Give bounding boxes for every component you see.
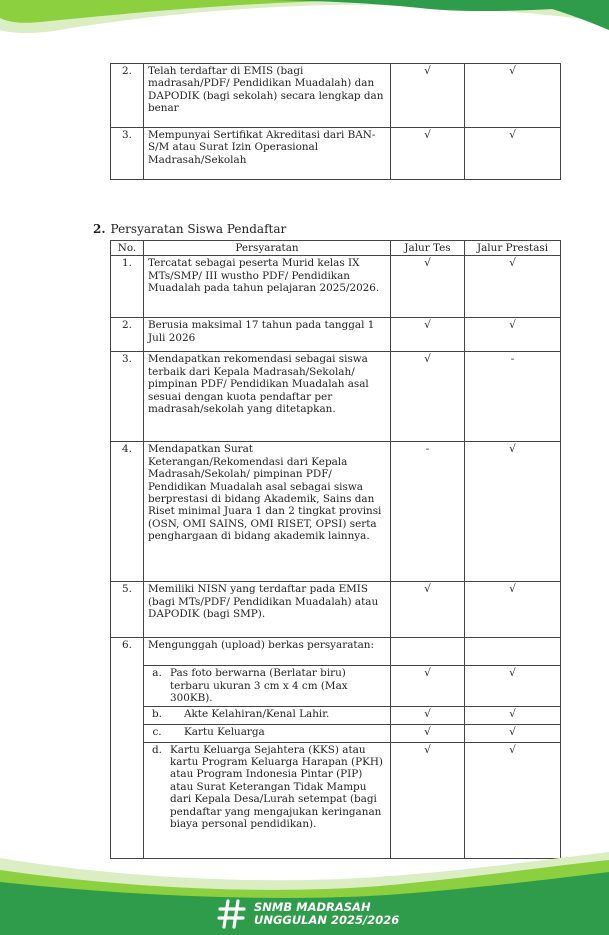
check-mark-tes: √ — [391, 128, 465, 180]
sub-row-desc: Kartu Keluarga — [184, 725, 265, 738]
row-text: Mengunggah (upload) berkas persyaratan: — [144, 638, 391, 666]
check-mark-tes: √ — [391, 706, 465, 724]
row-number: 4. — [111, 442, 144, 582]
table-sub-row — [111, 724, 561, 742]
table-row — [111, 318, 561, 352]
section-number: 2. — [93, 222, 106, 236]
sub-row-text — [144, 706, 391, 724]
table-row — [111, 582, 561, 638]
check-mark-tes: √ — [391, 582, 465, 638]
check-mark-prestasi: √ — [465, 64, 561, 128]
check-mark-tes — [391, 638, 465, 666]
requirements-table-continued — [110, 63, 561, 180]
sub-row-label: b. — [152, 707, 162, 720]
sub-row-text — [144, 742, 391, 858]
sub-row-label: a. — [152, 667, 162, 680]
row-number: 6. — [111, 638, 144, 858]
check-mark-prestasi: √ — [465, 318, 561, 352]
row-number: 1. — [111, 256, 144, 318]
table-header-row — [111, 241, 561, 256]
check-mark-prestasi: √ — [465, 742, 561, 858]
table-row — [111, 352, 561, 442]
check-mark-prestasi: - — [465, 352, 561, 442]
check-mark-prestasi: √ — [465, 442, 561, 582]
check-mark-tes: √ — [391, 724, 465, 742]
table-sub-row — [111, 742, 561, 858]
check-mark-prestasi: √ — [465, 256, 561, 318]
top-wave-decoration — [0, 0, 609, 40]
row-number: 2. — [111, 318, 144, 352]
header-jalur-tes: Jalur Tes — [391, 241, 465, 256]
row-text: Memiliki NISN yang terdaftar pada EMIS (bagi MTs/PDF/ Pendidikan Muadalah) atau DAPODIK (bagi SMP). — [144, 582, 391, 638]
row-text: Mendapatkan rekomendasi sebagai siswa terbaik dari Kepala Madrasah/Sekolah/ pimpinan PDF/ Pendidikan Muadalah asal sesuai dengan kuota pendaftar per madrasah/sekolah yang ditetapkan. — [144, 352, 391, 442]
row-text: Tercatat sebagai peserta Murid kelas IX MTs/SMP/ III wustho PDF/ Pendidikan Muadalah pada tahun pelajaran 2025/2026. — [144, 256, 391, 318]
row-text: Telah terdaftar di EMIS (bagi madrasah/PDF/ Pendidikan Muadalah) dan DAPODIK (bagi sekolah) secara lengkap dan benar — [144, 64, 391, 128]
row-text: Mempunyai Sertifikat Akreditasi dari BAN- S/M atau Surat Izin Operasional Madrasah/Sekolah — [144, 128, 391, 180]
logo-line-2: UNGGULAN 2025/2026 — [254, 913, 400, 927]
row-number: 3. — [111, 352, 144, 442]
table-row — [111, 128, 561, 180]
section-title: Persyaratan Siswa Pendaftar — [110, 222, 287, 236]
row-number: 5. — [111, 582, 144, 638]
table-row — [111, 64, 561, 128]
sub-row-desc: Akte Kelahiran/Kenal Lahir. — [184, 707, 330, 720]
table-row — [111, 256, 561, 318]
hashtag-logo-icon — [216, 897, 250, 931]
logo-text — [254, 901, 399, 927]
header-persyaratan: Persyaratan — [144, 241, 391, 256]
sub-row-label: d. — [152, 743, 162, 756]
check-mark-prestasi: √ — [465, 706, 561, 724]
sub-row-text — [144, 724, 391, 742]
check-mark-tes: √ — [391, 256, 465, 318]
snmb-logo — [216, 897, 399, 931]
sub-row-desc: Kartu Keluarga Sejahtera (KKS) atau kartu Program Keluarga Harapan (PKH) atau Program Indonesia Pintar (PIP) atau Surat Keterangan Tidak Mampu dari Kepala Desa/Lurah setempat (bagi pendaftar yang mengajukan keringanan biaya personal pendidikan). — [170, 743, 383, 831]
row-number: 2. — [111, 64, 144, 128]
section-heading — [93, 222, 286, 236]
check-mark-prestasi: √ — [465, 666, 561, 706]
check-mark-tes: √ — [391, 352, 465, 442]
check-mark-prestasi: √ — [465, 582, 561, 638]
table-sub-row — [111, 706, 561, 724]
header-no: No. — [111, 241, 144, 256]
header-jalur-prestasi: Jalur Prestasi — [465, 241, 561, 256]
check-mark-prestasi: √ — [465, 724, 561, 742]
sub-row-label: c. — [152, 725, 162, 738]
table-row — [111, 638, 561, 666]
check-mark-tes: √ — [391, 318, 465, 352]
student-requirements-table — [110, 240, 561, 859]
table-row — [111, 442, 561, 582]
row-text: Berusia maksimal 17 tahun pada tanggal 1 Juli 2026 — [144, 318, 391, 352]
check-mark-tes: √ — [391, 742, 465, 858]
check-mark-tes: √ — [391, 64, 465, 128]
sub-row-text — [144, 666, 391, 706]
check-mark-tes: √ — [391, 666, 465, 706]
check-mark-prestasi: √ — [465, 128, 561, 180]
logo-line-1: SNMB MADRASAH — [254, 900, 371, 914]
check-mark-tes: - — [391, 442, 465, 582]
sub-row-desc: Pas foto berwarna (Berlatar biru) terbaru ukuran 3 cm x 4 cm (Max 300KB). — [170, 667, 348, 705]
row-number: 3. — [111, 128, 144, 180]
check-mark-prestasi — [465, 638, 561, 666]
row-text: Mendapatkan Surat Keterangan/Rekomendasi dari Kepala Madrasah/Sekolah/ pimpinan PDF/ Pendidikan Muadalah asal sebagai siswa berprestasi di bidang Akademik, Sains dan Riset minimal Juara 1 dan 2 tingkat provinsi (OSN, OMI SAINS, OMI RISET, OPSI) serta penghargaan di bidang akademik lainnya. — [144, 442, 391, 582]
table-sub-row — [111, 666, 561, 706]
